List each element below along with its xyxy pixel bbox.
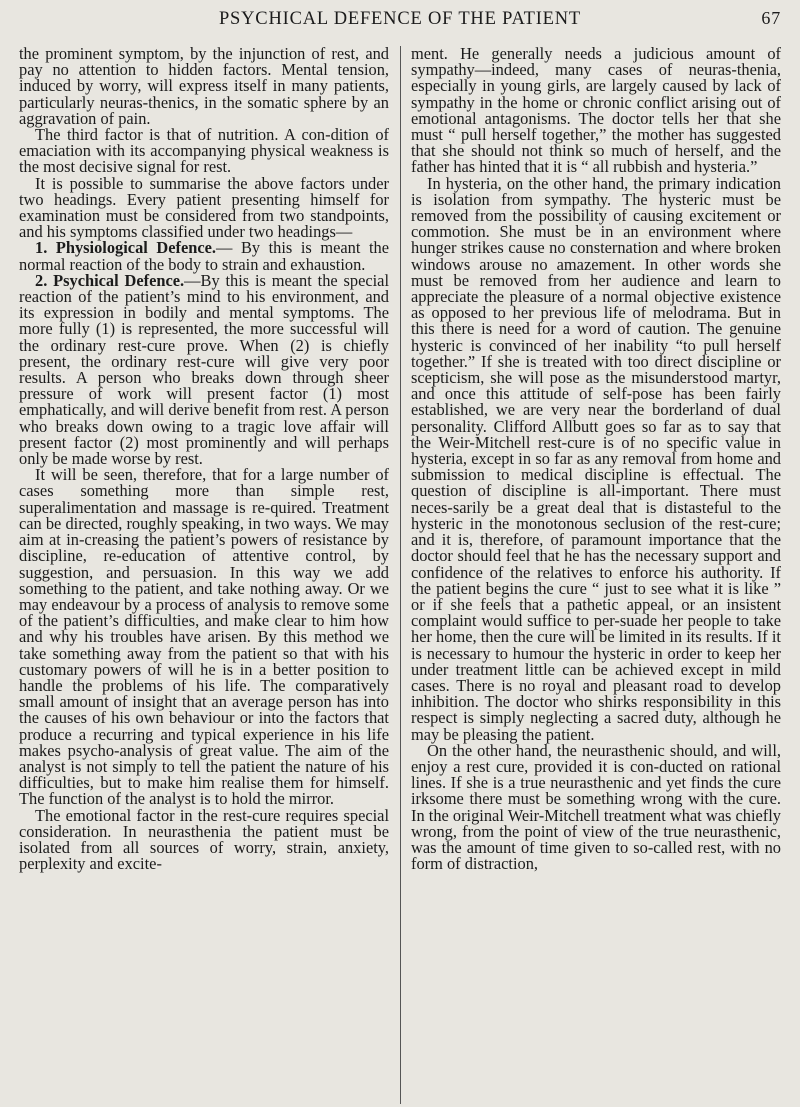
running-head bbox=[19, 8, 781, 38]
paragraph-text: In hysteria, on the other hand, the primary indication is isolation from sympathy. The hysteric must be removed from the possibility of causing excitement or commotion. She must be in an environment where hunger strikes cause no consternation and where broken windows arouse no amazement. In other words she must be removed from her audience and learn to appreciate the pleasure of a normal objective existence as opposed to her previous life of melodrama. But in this there is need for a word of caution. The genuine hysteric is convinced of her inability “to pull herself together.” If she is treated with too direct discipline or scepticism, she will pose as the misunderstood martyr, and once this attitude of self-pose has been fairly established, we are very near the borderland of dual personality. Clifford Allbutt goes so far as to say that the Weir-Mitchell rest-cure is of no specific value in hysteria, except in so far as any removal from home and submission to medical discipline is effectual. The question of discipline is all-important. There must neces-sarily be a great deal that is distasteful to the hysteric in the monotonous seclusion of the rest-cure; and it is, therefore, of paramount importance that the doctor should feel that he has the necessary support and confidence of the relatives to enforce his authority. If the patient begins the cure “ just to see what it is like ” or if she feels that a pathetic appeal, or an insistent complaint would suffice to per-suade her people to take her home, then the cure will be limited in its results. If it is necessary to humour the hysteric in order to keep her under treatment little can be achieved except in mild cases. There is no royal and pleasant road to develop inhibition. The doctor who shirks responsibility in this respect is simply neglecting a sacred duty, although he may be pleasing the patient. bbox=[411, 173, 781, 744]
right-column bbox=[411, 46, 781, 1104]
paragraph-text: It is possible to summarise the above factors under two headings. Every patient presenting himself for examination must be considered from two standpoints, and his symptoms classified under two headings— bbox=[19, 173, 389, 242]
column-divider bbox=[400, 46, 401, 1104]
running-title: PSYCHICAL DEFENCE OF THE PATIENT bbox=[218, 9, 582, 29]
paragraph bbox=[411, 173, 781, 744]
paragraph bbox=[19, 240, 389, 272]
section-heading: 1. Physiological Defence. bbox=[35, 238, 216, 258]
paragraph-text: ment. He generally needs a judicious amount of sympathy—indeed, many cases of neuras-thenia, especially in young girls, are largely caused by lack of sympathy in the home or chronic conflict arising out of emotional antagonisms. The doctor tells her that she must “ pull herself together,” the mother has suggested that she should not think so much of herself, and the father has hinted that it is “ all rubbish and hysteria.” bbox=[411, 44, 781, 177]
paragraph bbox=[411, 740, 781, 874]
paragraph bbox=[19, 46, 389, 127]
paragraph bbox=[411, 46, 781, 176]
paragraph bbox=[19, 173, 389, 242]
left-column bbox=[19, 46, 389, 1104]
paragraph bbox=[19, 270, 389, 469]
paragraph-text: The third factor is that of nutrition. A con-dition of emaciation with its accompanying physical weakness is the most decisive signal for rest. bbox=[19, 125, 389, 177]
paragraph bbox=[19, 805, 389, 874]
section-heading: 2. Psychical Defence. bbox=[35, 270, 185, 290]
paragraph bbox=[19, 467, 389, 807]
paragraph bbox=[19, 127, 389, 176]
paragraph-text: The emotional factor in the rest-cure requires special consideration. In neurasthenia the patient must be isolated from all sources of worry, strain, anxiety, perplexity and excite- bbox=[19, 805, 389, 874]
paragraph-text: It will be seen, therefore, that for a large number of cases something more than simple rest, superalimentation and massage is re-quired. Treatment can be directed, roughly speaking, in two ways. We may aim at in-creasing the patient’s powers of resistance by discipline, re-education of attentive control, by suggestion, and persuasion. In this way we add something to the patient, and take nothing away. Or we may endeavour by a process of analysis to remove some of the patient’s difficulties, and make clear to him how and why his troubles have arisen. By this method we take something away from the patient so that with his customary powers of will he is in a better position to handle the problems of his life. The comparatively small amount of insight that an average person has into the causes of his own behaviour or into the factors that produce a recurring and typical experience in his life makes psycho-analysis of great value. The aim of the analyst is not simply to tell the patient the nature of his difficulties, but to make him realise them for himself. The function of the analyst is to hold the mirror. bbox=[19, 465, 389, 809]
paragraph-text: — By this is meant the normal reaction of the body to strain and exhaustion. bbox=[19, 238, 389, 274]
paragraph-text: —By this is meant the special reaction of the patient’s mind to his environment, and its expression in bodily and mental symptoms. The more fully (1) is represented, the more successful will the ordinary rest-cure prove. When (2) is chiefly present, the ordinary rest-cure will give very poor results. A person who breaks down through sheer pressure of work will present factor (1) most emphatically, and will derive benefit from rest. A person who breaks down owing to a tragic love affair will present factor (2) most prominently and will perhaps only be made worse by rest. bbox=[19, 270, 389, 469]
text-columns bbox=[19, 46, 781, 1104]
paragraph-text: On the other hand, the neurasthenic should, and will, enjoy a rest cure, provided it is con-ducted on rational lines. If she is a true neurasthenic and yet finds the cure irksome there must be something wrong with the cure. In the original Weir-Mitchell treatment what was chiefly wrong, from the point of view of the true neurasthenic, was the amount of time given to so-called rest, with no form of distraction, bbox=[411, 740, 781, 874]
paragraph-text: the prominent symptom, by the injunction of rest, and pay no attention to hidden factors. Mental tension, induced by worry, will express itself in many patients, particularly neuras-thenics, in the somatic sphere by an aggravation of pain. bbox=[19, 44, 389, 128]
page-number: 67 bbox=[761, 8, 781, 28]
